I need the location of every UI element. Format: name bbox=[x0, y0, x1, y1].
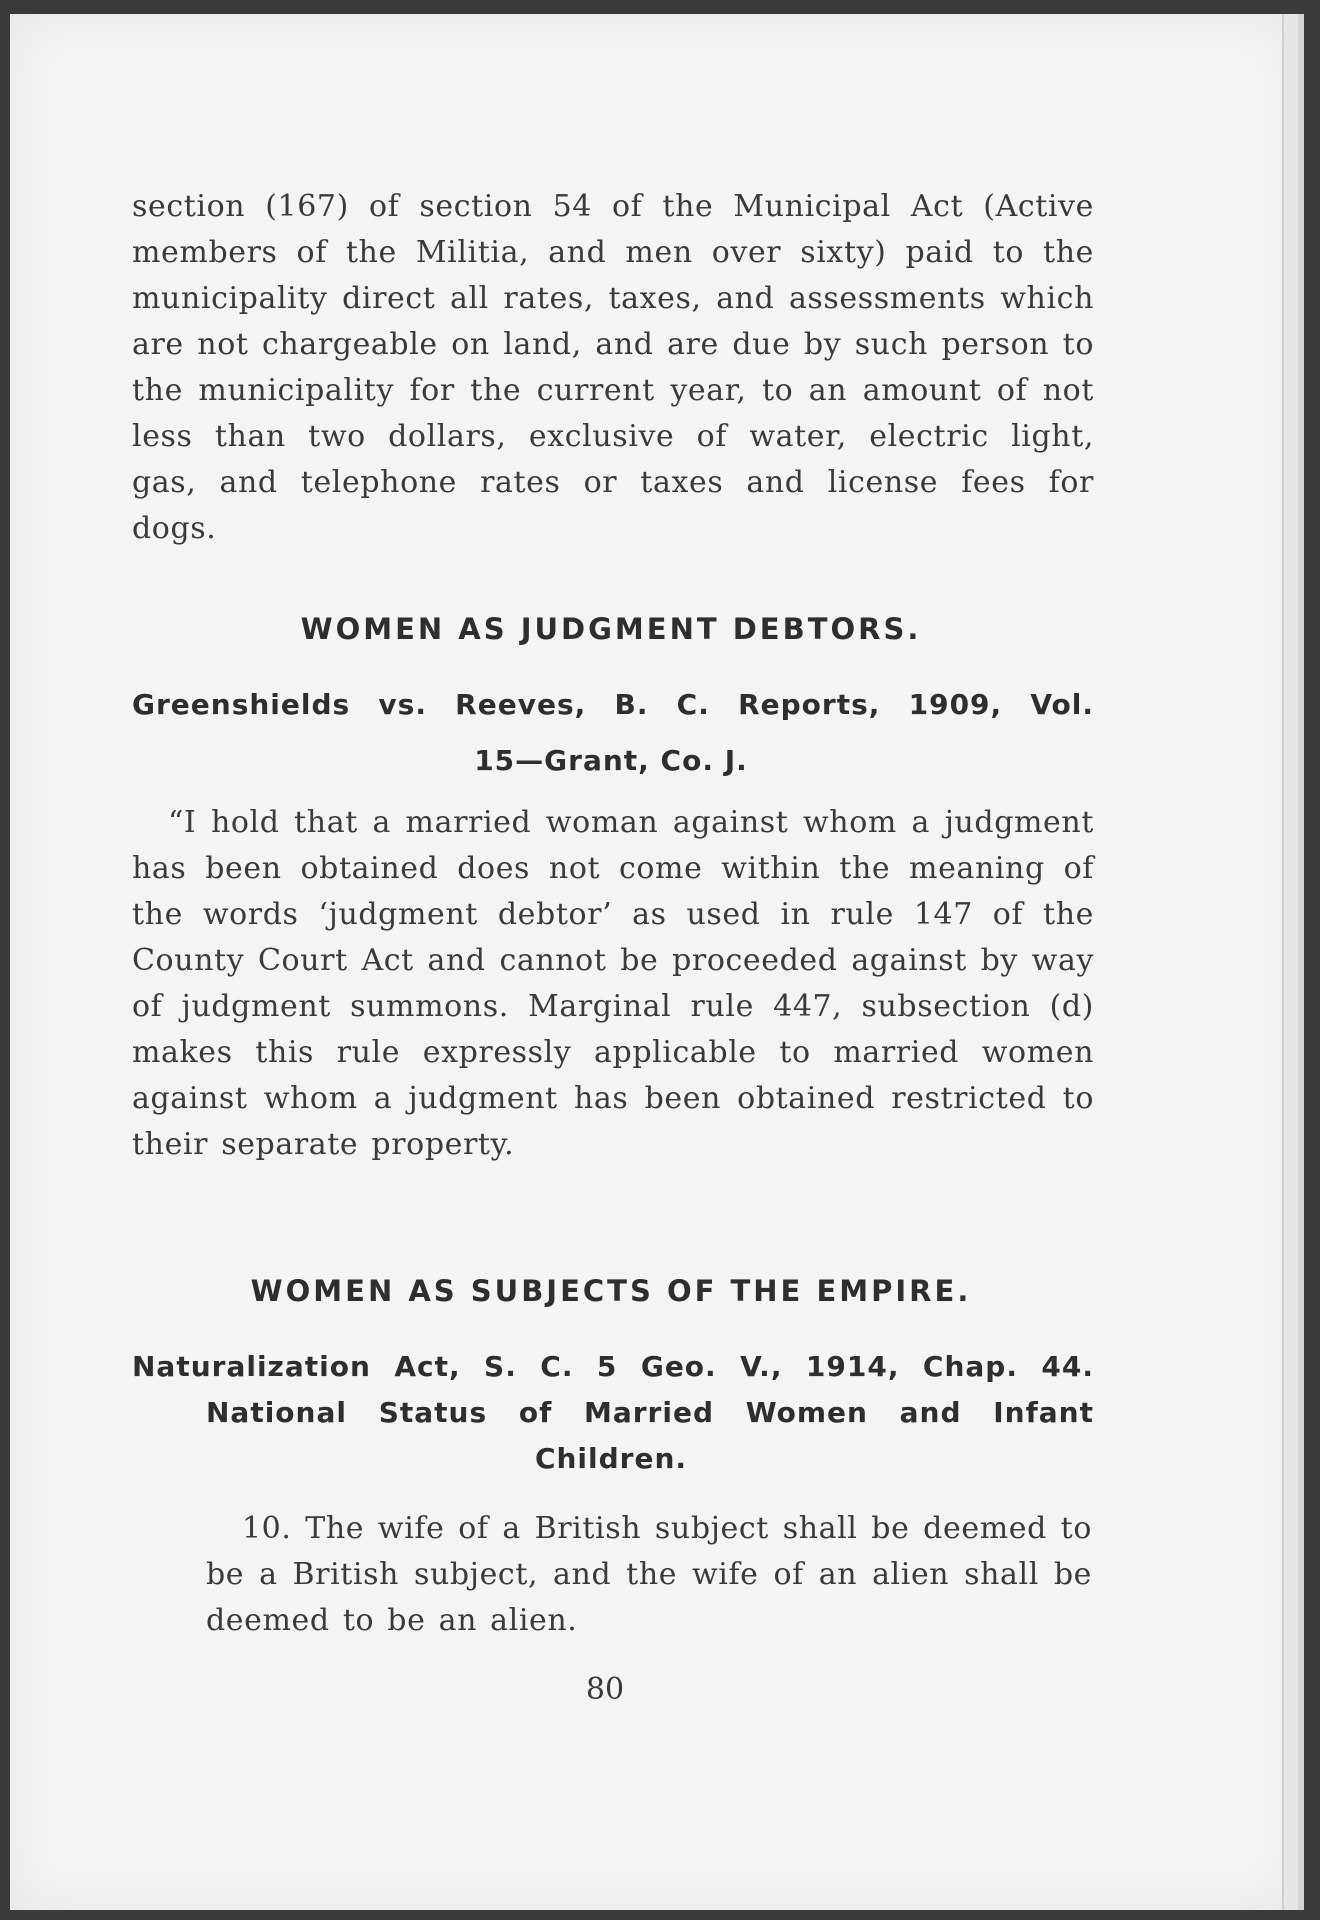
page-edge bbox=[1282, 14, 1298, 1910]
judgment-quote-paragraph: “I hold that a married woman against whom a judgment has been obtained does not come within the meaning of the words ‘judgment debtor’ as used in rule 147 of the County Court Act and cannot be proceeded against by way of judgment summons. Marginal rule 447, subsection (d) makes this rule expressly applicable to married women against whom a judgment has been obtained restricted to their separate property. bbox=[132, 805, 1094, 1162]
citation-naturalization-line2: National Status of Married Women and Infant bbox=[206, 1396, 1094, 1429]
citation-naturalization-line3: Children. bbox=[534, 1442, 688, 1475]
section-heading-subjects-of-empire: WOMEN AS SUBJECTS OF THE EMPIRE. bbox=[250, 1274, 972, 1308]
citation-greenshields-line1: Greenshields vs. Reeves, B. C. Reports, 1909, Vol. bbox=[132, 688, 1094, 721]
citation-naturalization-line1: Naturalization Act, S. C. 5 Geo. V., 1914, Chap. 44. bbox=[132, 1350, 1094, 1383]
section-heading-judgment-debtors: WOMEN AS JUDGMENT DEBTORS. bbox=[300, 612, 922, 646]
page-number: 80 bbox=[585, 1672, 625, 1707]
book-page bbox=[10, 14, 1304, 1910]
intro-paragraph: section (167) of section 54 of the Municipal Act (Active members of the Militia, and men over sixty) paid to the municipality direct all rates, taxes, and assessments which are not chargeable on land, and are due by such person to the municipality for the current year, to an amount of not less than two dollars, exclusive of water, electric light, gas, and telephone rates or taxes and license fees for dogs. bbox=[132, 189, 1094, 546]
naturalization-clause-10: 10. The wife of a British subject shall be deemed to be a British subject, and the wife of an alien shall be deemed to be an alien. bbox=[206, 1511, 1092, 1638]
citation-greenshields-line2: 15—Grant, Co. J. bbox=[474, 744, 748, 777]
